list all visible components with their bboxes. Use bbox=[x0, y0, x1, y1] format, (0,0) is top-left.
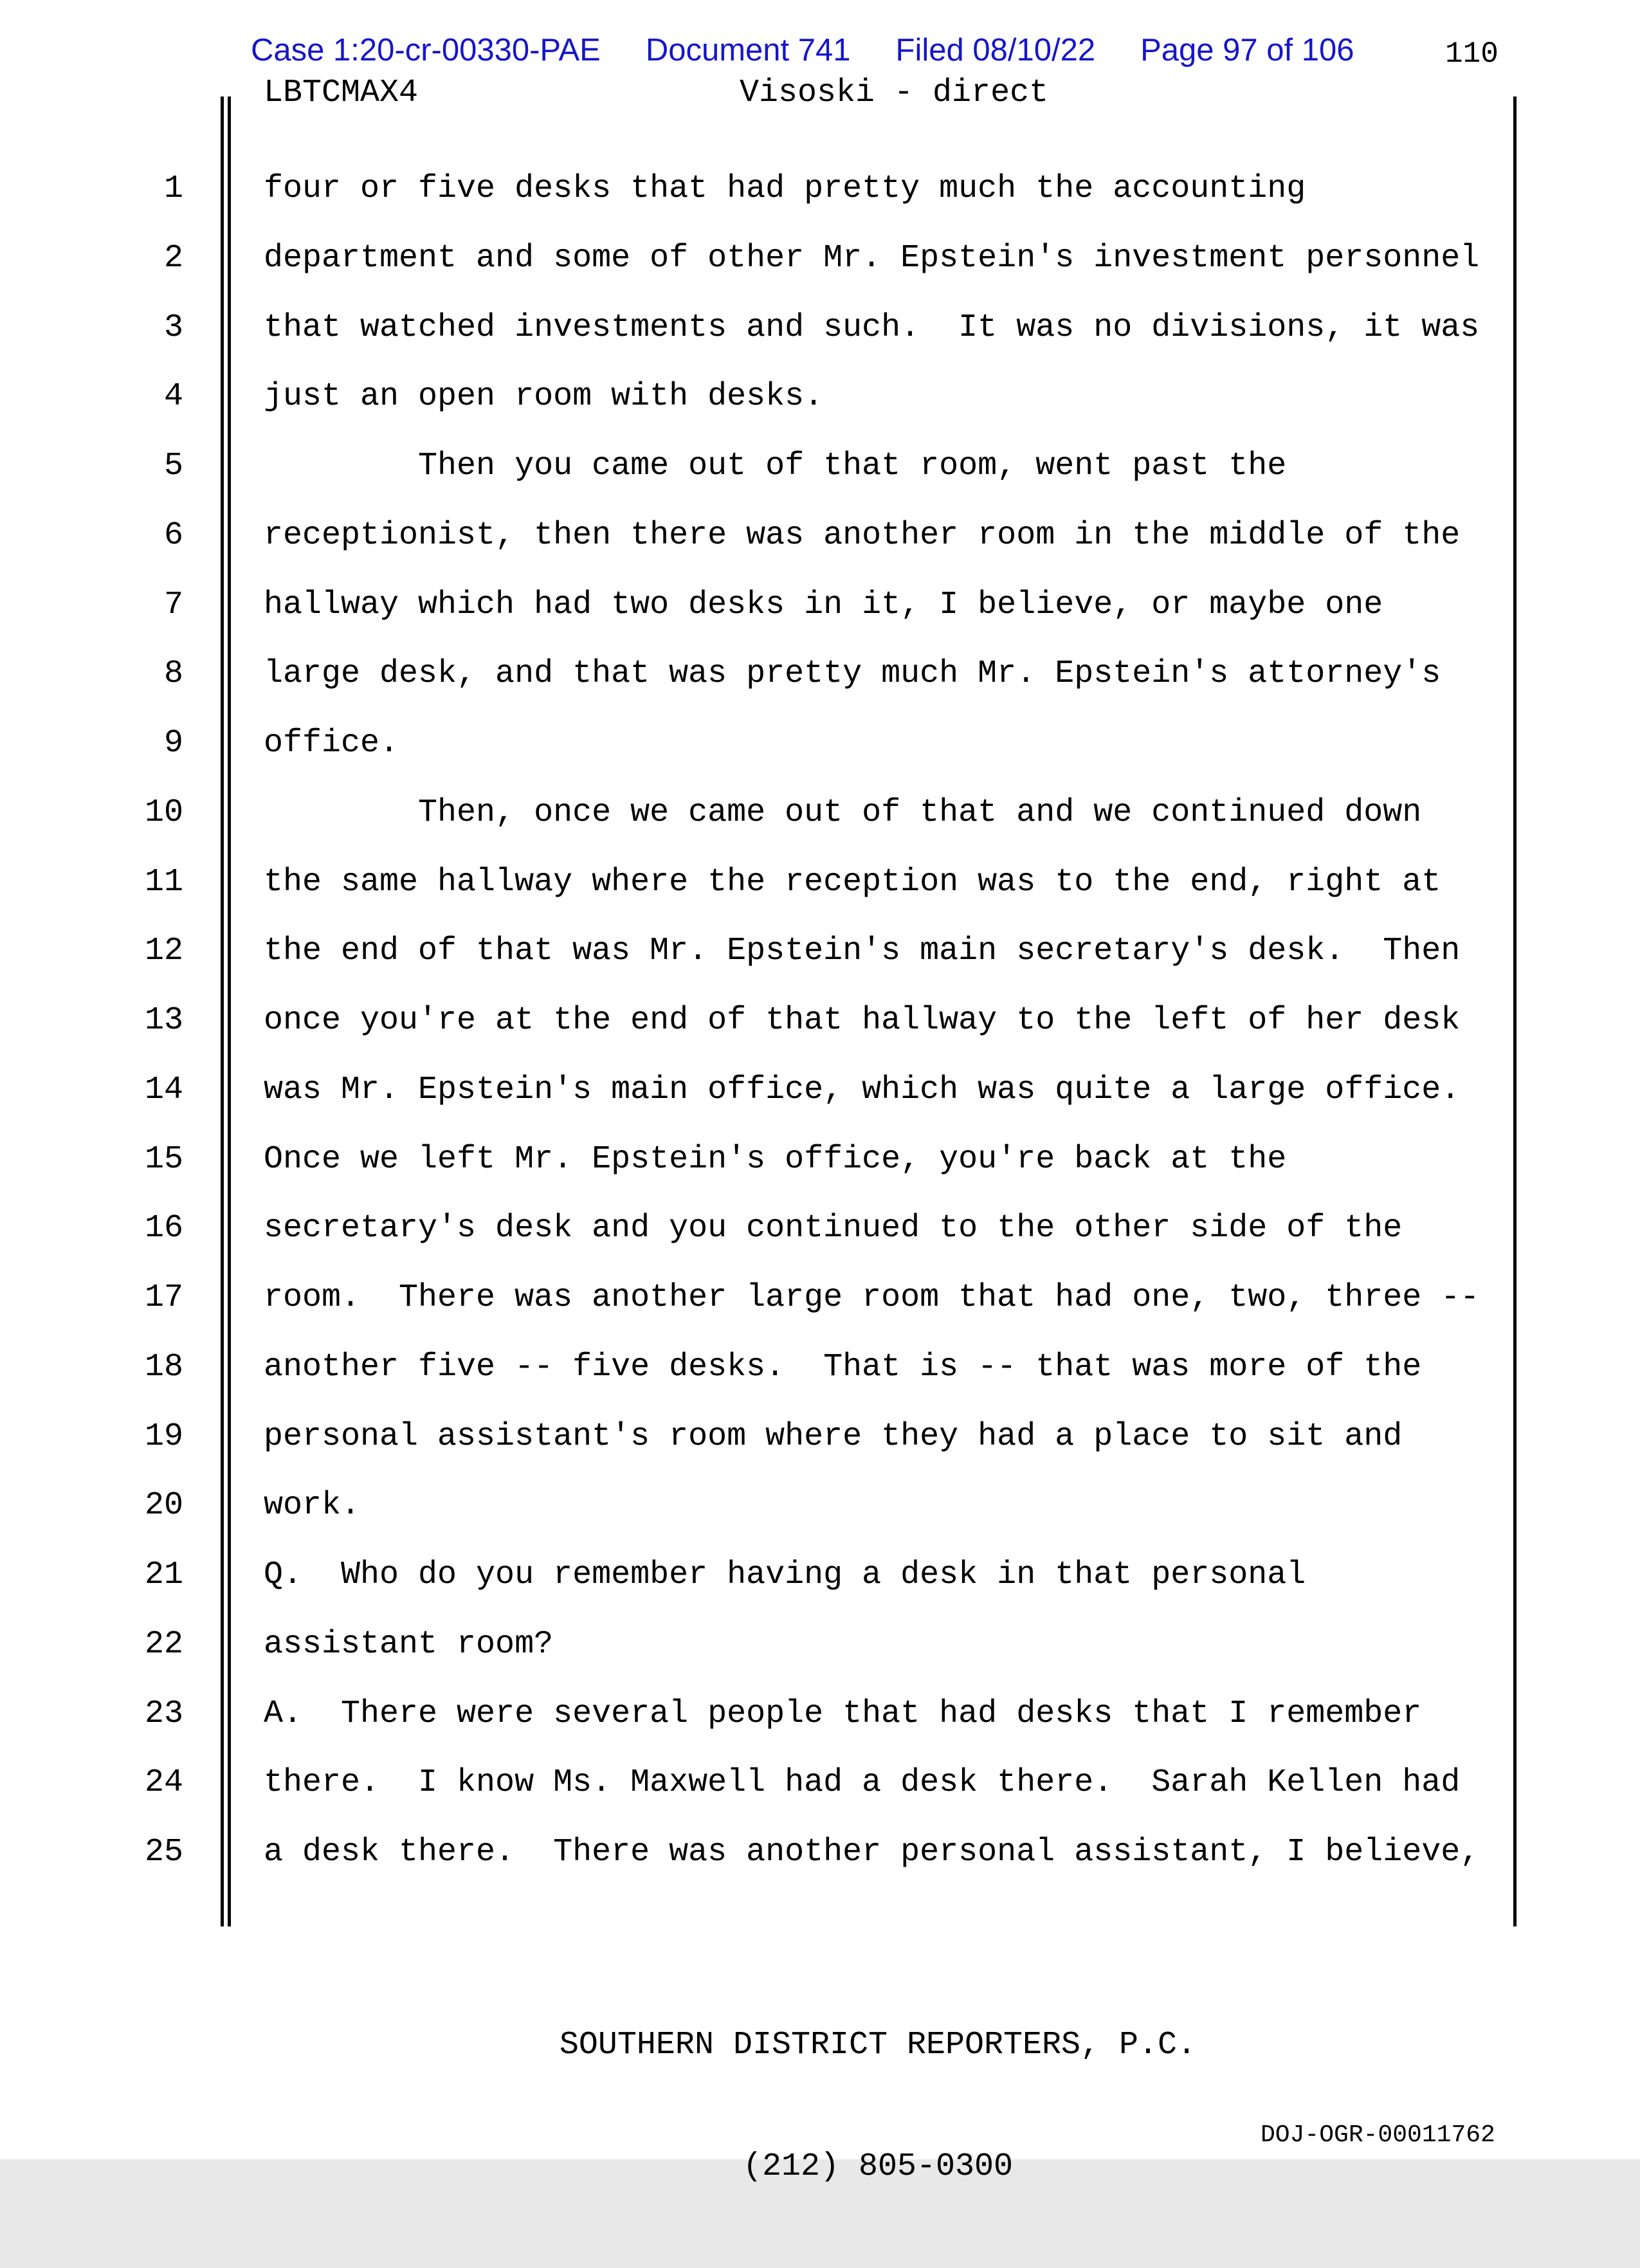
stamp-page-of: Page 97 of 106 bbox=[1140, 33, 1354, 68]
witness-direct-header: Visoski - direct bbox=[740, 75, 1049, 111]
line-number: 23 bbox=[144, 1695, 183, 1732]
line-number: 14 bbox=[144, 1071, 183, 1108]
line-number: 7 bbox=[163, 586, 183, 623]
line-number: 18 bbox=[144, 1348, 183, 1385]
transcript-line: secretary's desk and you continued to the other side of the bbox=[264, 1210, 1403, 1247]
line-number: 22 bbox=[144, 1625, 183, 1663]
transcript-line: large desk, and that was pretty much Mr. Epstein's attorney's bbox=[264, 655, 1441, 693]
line-number-column bbox=[0, 154, 183, 1887]
transcript-page-number: 110 bbox=[1445, 37, 1499, 71]
transcript-line: a desk there. There was another personal assistant, I believe, bbox=[264, 1834, 1480, 1870]
stamp-document-number: Document 741 bbox=[645, 33, 851, 68]
transcript-line: office. bbox=[264, 725, 399, 762]
reporter-name: SOUTHERN DISTRICT REPORTERS, P.C. bbox=[559, 2027, 1197, 2063]
line-number: 11 bbox=[144, 863, 183, 901]
reporter-phone: (212) 805-0300 bbox=[742, 2148, 1014, 2185]
transcript-line: A. There were several people that had desks that I remember bbox=[264, 1695, 1422, 1732]
transcript-line: once you're at the end of that hallway to the left of her desk bbox=[264, 1002, 1461, 1039]
line-number: 13 bbox=[144, 1002, 183, 1039]
transcript-line: work. bbox=[264, 1487, 361, 1524]
line-number: 3 bbox=[163, 309, 183, 346]
transcript-line: another five -- five desks. That is -- that was more of the bbox=[264, 1348, 1422, 1385]
transcript-line: Then, once we came out of that and we continued down bbox=[264, 794, 1422, 831]
transcript-line: just an open room with desks. bbox=[264, 378, 824, 416]
line-number: 17 bbox=[144, 1279, 183, 1316]
line-number: 5 bbox=[163, 448, 183, 484]
transcript-line: Q. Who do you remember having a desk in that personal bbox=[264, 1557, 1306, 1593]
transcript-line: the end of that was Mr. Epstein's main secretary's desk. Then bbox=[264, 933, 1461, 970]
left-double-rule bbox=[221, 96, 231, 1926]
transcript-line: Once we left Mr. Epstein's office, you're back at the bbox=[264, 1140, 1287, 1178]
court-stamp-header bbox=[251, 32, 1354, 68]
line-number: 8 bbox=[163, 655, 183, 693]
line-number: 10 bbox=[144, 794, 183, 831]
line-number: 6 bbox=[163, 517, 183, 554]
transcript-line: that watched investments and such. It was no divisions, it was bbox=[264, 309, 1480, 346]
transcript-line: was Mr. Epstein's main office, which was quite a large office. bbox=[264, 1071, 1461, 1108]
line-number: 21 bbox=[144, 1557, 183, 1593]
transcript-line: personal assistant's room where they had a place to sit and bbox=[264, 1418, 1403, 1455]
stamp-case-number: Case 1:20-cr-00330-PAE bbox=[251, 33, 601, 68]
transcript-line: assistant room? bbox=[264, 1625, 554, 1663]
transcript-line: room. There was another large room that had one, two, three -- bbox=[264, 1279, 1480, 1316]
line-number: 19 bbox=[144, 1418, 183, 1455]
transcript-line: hallway which had two desks in it, I believe, or maybe one bbox=[264, 586, 1383, 623]
line-number: 2 bbox=[163, 239, 183, 277]
line-number: 15 bbox=[144, 1140, 183, 1178]
line-number: 25 bbox=[144, 1834, 183, 1870]
stamp-filed-date: Filed 08/10/22 bbox=[895, 33, 1096, 68]
line-number: 20 bbox=[144, 1487, 183, 1524]
transcript-line: department and some of other Mr. Epstein's investment personnel bbox=[264, 239, 1480, 277]
transcript-line: there. I know Ms. Maxwell had a desk there. Sarah Kellen had bbox=[264, 1764, 1461, 1802]
line-number: 12 bbox=[144, 933, 183, 970]
transcript-line: Then you came out of that room, went past the bbox=[264, 448, 1287, 484]
line-number: 1 bbox=[163, 170, 183, 207]
reporter-footer bbox=[251, 1944, 1505, 2268]
line-number: 9 bbox=[163, 725, 183, 762]
transcript-line: the same hallway where the reception was to the end, right at bbox=[264, 863, 1441, 901]
transcript-line: receptionist, then there was another room in the middle of the bbox=[264, 517, 1461, 554]
transcript-line: four or five desks that had pretty much the accounting bbox=[264, 170, 1306, 207]
transcript-text-column bbox=[264, 154, 1544, 1887]
line-number: 4 bbox=[163, 378, 183, 416]
line-number: 24 bbox=[144, 1764, 183, 1802]
bates-number: DOJ-OGR-00011762 bbox=[1261, 2121, 1495, 2149]
line-number: 16 bbox=[144, 1210, 183, 1247]
session-code: LBTCMAX4 bbox=[264, 75, 419, 111]
